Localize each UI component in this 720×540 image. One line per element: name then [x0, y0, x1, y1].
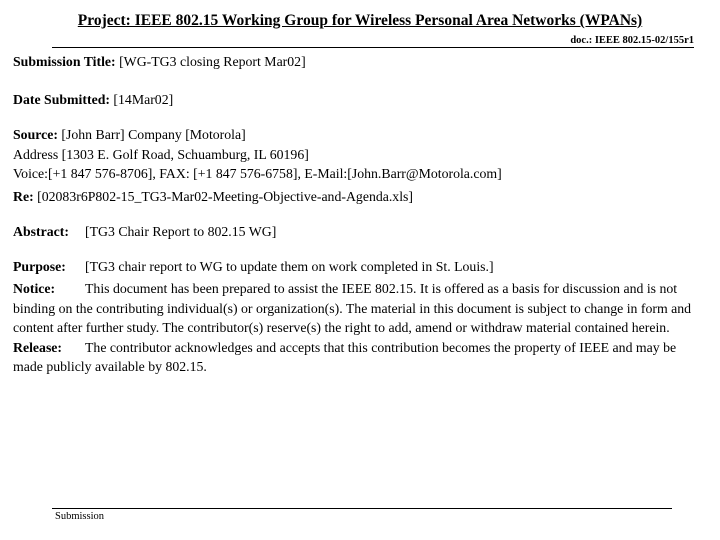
purpose-value: [TG3 chair report to WG to update them on work completed in St. Louis.]: [85, 258, 494, 274]
re-value: [02083r6P802-15_TG3-Mar02-Meeting-Objective-and-Agenda.xls]: [37, 188, 414, 204]
re-label: Re:: [13, 188, 34, 204]
source-address: Address [1303 E. Golf Road, Schuamburg, IL 60196]: [13, 146, 309, 162]
header-divider: [52, 47, 694, 48]
document-number: doc.: IEEE 802.15-02/155r1: [570, 35, 694, 46]
release-text: The contributor acknowledges and accepts that this contribution becomes the property of IEEE and may be made publicly available by 802.15.: [13, 339, 677, 374]
abstract-row: [13, 222, 708, 242]
notice-text: This document has been prepared to assist the IEEE 802.15. It is offered as a basis for discussion and is not binding on the contributing individual(s) or organization(s). The material in this document is subject to change in form and content after further study. The contributor(s) reserve(s) the right to add, amend or withdraw material contained herein.: [13, 281, 692, 335]
date-submitted-row: [13, 90, 708, 110]
notice-label: Notice:: [13, 281, 56, 296]
abstract-label: Abstract:: [13, 224, 69, 239]
footer-submission: Submission: [55, 511, 105, 522]
notice-paragraph: [13, 279, 708, 338]
cover-sheet-body: [13, 52, 708, 377]
purpose-label: Purpose:: [13, 258, 66, 274]
release-paragraph: [13, 338, 708, 377]
abstract-value: [TG3 Chair Report to 802.15 WG]: [85, 224, 277, 239]
source-value: [John Barr] Company [Motorola]: [61, 127, 246, 142]
submission-title-value: [WG-TG3 closing Report Mar02]: [119, 54, 306, 69]
source-block: [13, 125, 708, 184]
source-label: Source:: [13, 127, 58, 142]
footer-divider: [52, 508, 672, 509]
release-label: Release:: [13, 339, 63, 355]
date-submitted-value: [14Mar02]: [113, 91, 174, 107]
project-title: Project: IEEE 802.15 Working Group for Wireless Personal Area Networks (WPANs): [77, 12, 643, 29]
source-row: [13, 125, 708, 145]
source-contact: Voice:[+1 847 576-8706], FAX: [+1 847 576-6758], E-Mail:[John.Barr@Motorola.com]: [13, 166, 502, 181]
purpose-row: [13, 257, 708, 277]
submission-title-row: [13, 52, 708, 72]
submission-title-label: Submission Title:: [13, 54, 116, 69]
date-submitted-label: Date Submitted:: [13, 91, 110, 107]
re-row: [13, 187, 708, 207]
